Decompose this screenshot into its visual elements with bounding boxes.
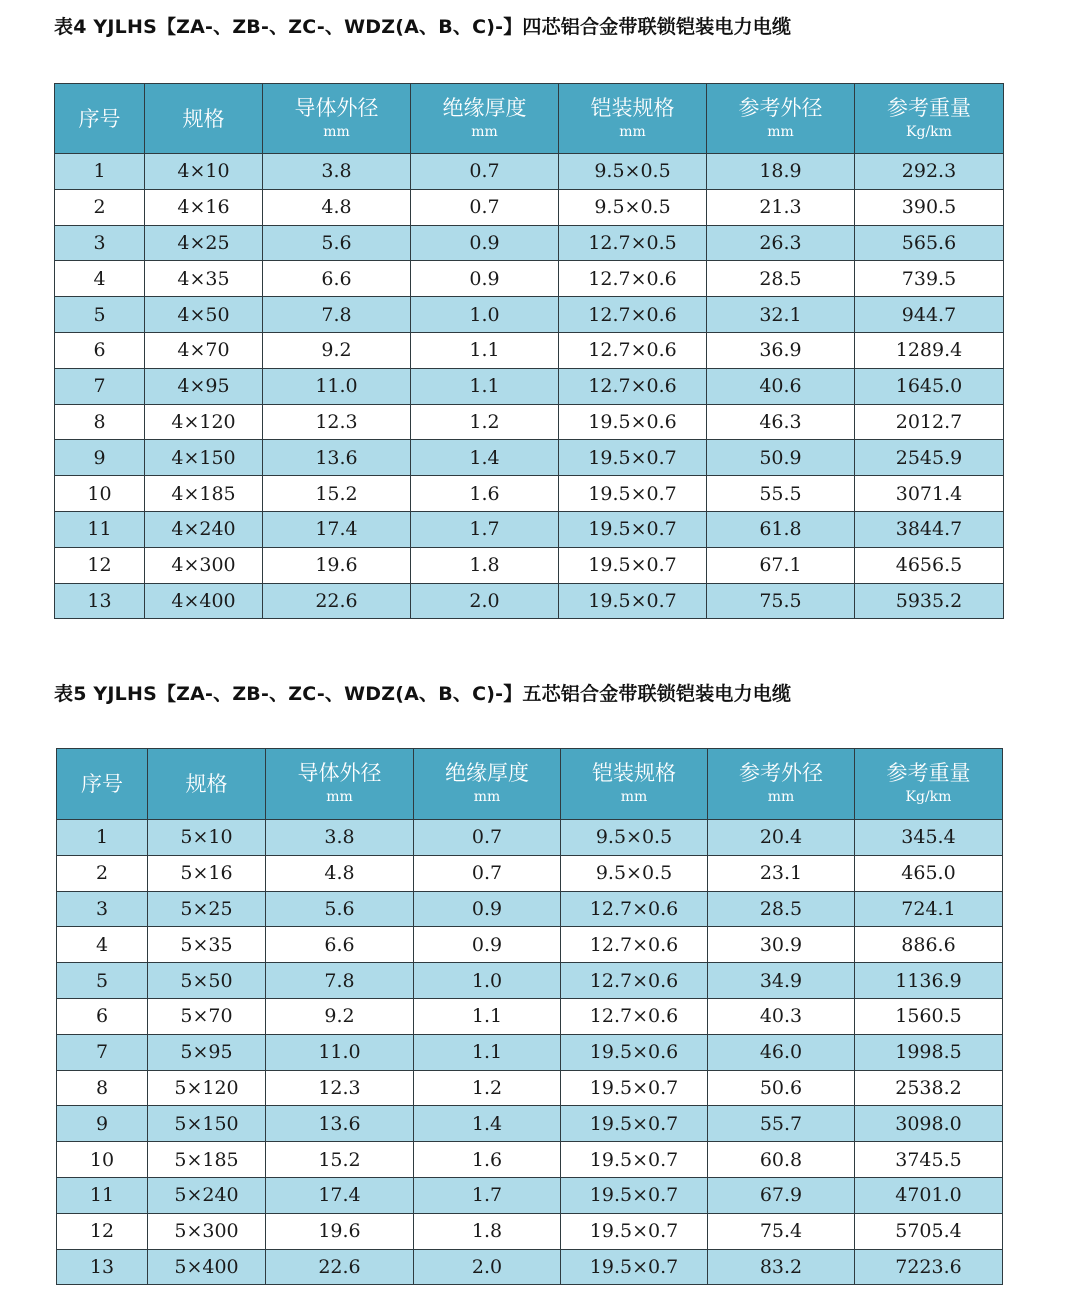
header-row <box>57 749 1003 820</box>
header-unit: mm <box>767 123 794 140</box>
cell-armor-spec: 9.5×0.5 <box>561 855 708 891</box>
cell-seq-no: 7 <box>57 1034 148 1070</box>
header-insulation-thickness <box>411 84 559 154</box>
cell-spec: 5×185 <box>148 1142 266 1178</box>
cell-conductor-diameter: 7.8 <box>266 963 414 999</box>
cell-ref-outer-diameter: 55.5 <box>707 476 855 512</box>
cell-conductor-diameter: 22.6 <box>266 1249 414 1285</box>
cell-ref-weight: 4701.0 <box>855 1177 1003 1213</box>
cell-armor-spec: 19.5×0.7 <box>561 1070 708 1106</box>
table-row <box>57 1213 1003 1249</box>
cell-armor-spec: 19.5×0.7 <box>559 547 707 583</box>
header-label: 绝缘厚度 <box>442 95 527 120</box>
cell-seq-no: 3 <box>55 225 145 261</box>
header-armor-spec <box>559 84 707 154</box>
cell-armor-spec: 19.5×0.7 <box>559 511 707 547</box>
cell-seq-no: 4 <box>55 261 145 297</box>
cell-conductor-diameter: 11.0 <box>266 1034 414 1070</box>
table-row <box>55 297 1004 333</box>
cell-ref-weight: 739.5 <box>855 261 1004 297</box>
cell-armor-spec: 19.5×0.6 <box>561 1034 708 1070</box>
cell-ref-weight: 1289.4 <box>855 332 1004 368</box>
cell-conductor-diameter: 17.4 <box>266 1177 414 1213</box>
cell-insulation-thickness: 1.1 <box>414 998 561 1034</box>
cell-conductor-diameter: 6.6 <box>263 261 411 297</box>
cell-armor-spec: 19.5×0.7 <box>561 1249 708 1285</box>
table-row <box>57 1106 1003 1142</box>
cell-conductor-diameter: 9.2 <box>263 332 411 368</box>
cell-ref-weight: 5705.4 <box>855 1213 1003 1249</box>
table-5-title: 表5 YJLHS【ZA-、ZB-、ZC-、WDZ(A、B、C)-】五芯铝合金带联锁铠装电力电缆 <box>54 683 792 705</box>
header-seq-no <box>57 749 148 820</box>
cell-ref-outer-diameter: 18.9 <box>707 154 855 190</box>
header-label: 参考外径 <box>738 95 823 120</box>
table-row <box>57 1070 1003 1106</box>
header-unit: Kg/km <box>906 123 952 140</box>
cell-ref-outer-diameter: 83.2 <box>708 1249 855 1285</box>
cell-spec: 4×400 <box>145 583 263 619</box>
cell-seq-no: 6 <box>57 998 148 1034</box>
table-row <box>55 154 1004 190</box>
cell-insulation-thickness: 0.7 <box>411 189 559 225</box>
cell-seq-no: 11 <box>55 511 145 547</box>
cell-armor-spec: 12.7×0.6 <box>561 998 708 1034</box>
cell-ref-outer-diameter: 32.1 <box>707 297 855 333</box>
cell-conductor-diameter: 12.3 <box>263 404 411 440</box>
cell-ref-weight: 1998.5 <box>855 1034 1003 1070</box>
header-unit: mm <box>620 789 648 805</box>
cell-spec: 5×150 <box>148 1106 266 1142</box>
header-label: 铠装规格 <box>590 95 675 120</box>
cell-ref-outer-diameter: 50.9 <box>707 440 855 476</box>
cell-spec: 4×10 <box>145 154 263 190</box>
table-row <box>55 368 1004 404</box>
cell-ref-outer-diameter: 40.6 <box>707 368 855 404</box>
table-row <box>57 927 1003 963</box>
header-seq-no <box>55 84 145 154</box>
cell-conductor-diameter: 5.6 <box>263 225 411 261</box>
table-row <box>55 440 1004 476</box>
cell-ref-outer-diameter: 34.9 <box>708 963 855 999</box>
cell-ref-weight: 292.3 <box>855 154 1004 190</box>
cell-conductor-diameter: 7.8 <box>263 297 411 333</box>
cell-spec: 4×25 <box>145 225 263 261</box>
cell-insulation-thickness: 0.9 <box>411 225 559 261</box>
cell-insulation-thickness: 1.6 <box>414 1142 561 1178</box>
cell-conductor-diameter: 4.8 <box>266 855 414 891</box>
cell-conductor-diameter: 17.4 <box>263 511 411 547</box>
cell-spec: 5×10 <box>148 820 266 856</box>
cell-seq-no: 12 <box>57 1213 148 1249</box>
cell-seq-no: 4 <box>57 927 148 963</box>
cell-ref-outer-diameter: 23.1 <box>708 855 855 891</box>
cell-insulation-thickness: 1.7 <box>414 1177 561 1213</box>
cell-ref-weight: 1645.0 <box>855 368 1004 404</box>
cell-armor-spec: 12.7×0.6 <box>561 963 708 999</box>
cell-armor-spec: 12.7×0.6 <box>559 297 707 333</box>
cell-seq-no: 13 <box>55 583 145 619</box>
cell-ref-weight: 390.5 <box>855 189 1004 225</box>
cell-insulation-thickness: 0.9 <box>414 927 561 963</box>
cell-insulation-thickness: 1.1 <box>411 332 559 368</box>
cell-ref-outer-diameter: 28.5 <box>708 891 855 927</box>
cell-spec: 4×35 <box>145 261 263 297</box>
table-row <box>55 225 1004 261</box>
cell-conductor-diameter: 22.6 <box>263 583 411 619</box>
cell-conductor-diameter: 13.6 <box>263 440 411 476</box>
cell-conductor-diameter: 19.6 <box>266 1213 414 1249</box>
header-label: 规格 <box>182 106 225 131</box>
cell-ref-weight: 3098.0 <box>855 1106 1003 1142</box>
cell-armor-spec: 12.7×0.6 <box>559 368 707 404</box>
table-row <box>55 547 1004 583</box>
cell-armor-spec: 19.5×0.7 <box>559 583 707 619</box>
cell-ref-weight: 565.6 <box>855 225 1004 261</box>
cell-ref-weight: 1560.5 <box>855 998 1003 1034</box>
cell-armor-spec: 19.5×0.7 <box>559 476 707 512</box>
cell-insulation-thickness: 1.0 <box>414 963 561 999</box>
cell-seq-no: 10 <box>57 1142 148 1178</box>
cell-conductor-diameter: 3.8 <box>266 820 414 856</box>
cell-ref-weight: 944.7 <box>855 297 1004 333</box>
cell-armor-spec: 19.5×0.7 <box>559 440 707 476</box>
cell-ref-weight: 2545.9 <box>855 440 1004 476</box>
table-4-title: 表4 YJLHS【ZA-、ZB-、ZC-、WDZ(A、B、C)-】四芯铝合金带联锁铠装电力电缆 <box>54 16 792 38</box>
cell-insulation-thickness: 0.7 <box>414 820 561 856</box>
cell-ref-weight: 465.0 <box>855 855 1003 891</box>
cell-spec: 5×16 <box>148 855 266 891</box>
cell-ref-weight: 1136.9 <box>855 963 1003 999</box>
header-armor-spec <box>561 749 708 820</box>
header-label: 铠装规格 <box>592 761 676 785</box>
table-row <box>57 891 1003 927</box>
cell-ref-weight: 3071.4 <box>855 476 1004 512</box>
header-spec <box>145 84 263 154</box>
cell-armor-spec: 19.5×0.6 <box>559 404 707 440</box>
cell-armor-spec: 12.7×0.5 <box>559 225 707 261</box>
cell-seq-no: 10 <box>55 476 145 512</box>
cell-insulation-thickness: 1.4 <box>414 1106 561 1142</box>
cell-spec: 5×300 <box>148 1213 266 1249</box>
cell-ref-outer-diameter: 46.3 <box>707 404 855 440</box>
header-label: 导体外径 <box>297 761 382 785</box>
cell-ref-outer-diameter: 50.6 <box>708 1070 855 1106</box>
header-ref-weight <box>855 84 1004 154</box>
cell-spec: 5×95 <box>148 1034 266 1070</box>
table-row <box>55 583 1004 619</box>
header-unit: Kg/km <box>905 789 952 805</box>
table-row <box>55 332 1004 368</box>
cell-ref-outer-diameter: 67.1 <box>707 547 855 583</box>
cell-spec: 5×400 <box>148 1249 266 1285</box>
header-label: 参考外径 <box>739 761 823 785</box>
cable-spec-table-4 <box>54 83 1004 619</box>
cell-spec: 4×50 <box>145 297 263 333</box>
cell-insulation-thickness: 1.2 <box>411 404 559 440</box>
table-row <box>55 261 1004 297</box>
cell-armor-spec: 12.7×0.6 <box>559 332 707 368</box>
cell-seq-no: 5 <box>57 963 148 999</box>
cell-spec: 4×70 <box>145 332 263 368</box>
cell-armor-spec: 9.5×0.5 <box>559 154 707 190</box>
cell-spec: 4×185 <box>145 476 263 512</box>
cell-ref-outer-diameter: 75.4 <box>708 1213 855 1249</box>
cell-seq-no: 9 <box>57 1106 148 1142</box>
cell-conductor-diameter: 15.2 <box>266 1142 414 1178</box>
cell-armor-spec: 9.5×0.5 <box>561 820 708 856</box>
header-row <box>55 84 1004 154</box>
cell-seq-no: 1 <box>57 820 148 856</box>
cell-insulation-thickness: 1.1 <box>411 368 559 404</box>
cell-ref-weight: 2012.7 <box>855 404 1004 440</box>
header-label: 规格 <box>185 772 228 796</box>
header-label: 导体外径 <box>294 95 379 120</box>
cell-conductor-diameter: 5.6 <box>266 891 414 927</box>
cell-armor-spec: 19.5×0.7 <box>561 1213 708 1249</box>
cell-ref-outer-diameter: 75.5 <box>707 583 855 619</box>
cell-ref-outer-diameter: 61.8 <box>707 511 855 547</box>
cell-armor-spec: 12.7×0.6 <box>559 261 707 297</box>
cell-armor-spec: 19.5×0.7 <box>561 1106 708 1142</box>
cell-ref-outer-diameter: 67.9 <box>708 1177 855 1213</box>
cell-seq-no: 11 <box>57 1177 148 1213</box>
header-conductor-diameter <box>266 749 414 820</box>
cell-seq-no: 8 <box>55 404 145 440</box>
table-row <box>55 404 1004 440</box>
table-row <box>55 511 1004 547</box>
cell-conductor-diameter: 4.8 <box>263 189 411 225</box>
cell-insulation-thickness: 0.7 <box>414 855 561 891</box>
header-unit: mm <box>323 123 350 140</box>
header-unit: mm <box>619 123 646 140</box>
cell-seq-no: 1 <box>55 154 145 190</box>
cell-ref-outer-diameter: 40.3 <box>708 998 855 1034</box>
cell-insulation-thickness: 1.7 <box>411 511 559 547</box>
cell-spec: 5×240 <box>148 1177 266 1213</box>
header-label: 参考重量 <box>886 761 971 785</box>
table-row <box>57 1142 1003 1178</box>
cell-conductor-diameter: 6.6 <box>266 927 414 963</box>
cell-ref-weight: 724.1 <box>855 891 1003 927</box>
cell-seq-no: 8 <box>57 1070 148 1106</box>
cell-armor-spec: 12.7×0.6 <box>561 891 708 927</box>
table-row <box>57 1249 1003 1285</box>
cell-ref-outer-diameter: 36.9 <box>707 332 855 368</box>
cell-conductor-diameter: 3.8 <box>263 154 411 190</box>
cell-ref-outer-diameter: 20.4 <box>708 820 855 856</box>
cell-insulation-thickness: 1.0 <box>411 297 559 333</box>
cell-armor-spec: 19.5×0.7 <box>561 1142 708 1178</box>
cell-ref-outer-diameter: 46.0 <box>708 1034 855 1070</box>
cell-ref-weight: 886.6 <box>855 927 1003 963</box>
cell-spec: 5×35 <box>148 927 266 963</box>
cell-seq-no: 9 <box>55 440 145 476</box>
cell-insulation-thickness: 1.8 <box>414 1213 561 1249</box>
header-unit: mm <box>473 789 501 805</box>
cell-ref-outer-diameter: 28.5 <box>707 261 855 297</box>
cell-insulation-thickness: 1.6 <box>411 476 559 512</box>
cell-ref-outer-diameter: 55.7 <box>708 1106 855 1142</box>
cell-ref-weight: 3745.5 <box>855 1142 1003 1178</box>
cell-insulation-thickness: 1.8 <box>411 547 559 583</box>
cell-insulation-thickness: 0.9 <box>411 261 559 297</box>
cell-spec: 5×120 <box>148 1070 266 1106</box>
cell-seq-no: 5 <box>55 297 145 333</box>
cell-spec: 4×16 <box>145 189 263 225</box>
cell-insulation-thickness: 2.0 <box>414 1249 561 1285</box>
cell-ref-outer-diameter: 26.3 <box>707 225 855 261</box>
cell-seq-no: 2 <box>55 189 145 225</box>
cell-armor-spec: 19.5×0.7 <box>561 1177 708 1213</box>
cell-seq-no: 2 <box>57 855 148 891</box>
cell-ref-weight: 345.4 <box>855 820 1003 856</box>
cell-ref-outer-diameter: 60.8 <box>708 1142 855 1178</box>
cell-insulation-thickness: 1.2 <box>414 1070 561 1106</box>
cell-seq-no: 3 <box>57 891 148 927</box>
header-spec <box>148 749 266 820</box>
cell-armor-spec: 9.5×0.5 <box>559 189 707 225</box>
cell-ref-outer-diameter: 21.3 <box>707 189 855 225</box>
cell-ref-weight: 4656.5 <box>855 547 1004 583</box>
cell-conductor-diameter: 9.2 <box>266 998 414 1034</box>
header-ref-weight <box>855 749 1003 820</box>
cell-seq-no: 13 <box>57 1249 148 1285</box>
table-row <box>57 855 1003 891</box>
header-label: 序号 <box>78 106 121 131</box>
cable-spec-table-5 <box>56 748 1003 1285</box>
header-ref-outer-diameter <box>708 749 855 820</box>
table-row <box>55 476 1004 512</box>
cell-spec: 5×50 <box>148 963 266 999</box>
cell-ref-weight: 3844.7 <box>855 511 1004 547</box>
cell-insulation-thickness: 0.9 <box>414 891 561 927</box>
cell-insulation-thickness: 1.1 <box>414 1034 561 1070</box>
cell-insulation-thickness: 1.4 <box>411 440 559 476</box>
cell-conductor-diameter: 19.6 <box>263 547 411 583</box>
cell-insulation-thickness: 0.7 <box>411 154 559 190</box>
table-row <box>57 1177 1003 1213</box>
cell-ref-weight: 5935.2 <box>855 583 1004 619</box>
cell-spec: 4×120 <box>145 404 263 440</box>
cell-conductor-diameter: 13.6 <box>266 1106 414 1142</box>
table-row <box>57 963 1003 999</box>
cell-ref-weight: 2538.2 <box>855 1070 1003 1106</box>
cell-spec: 4×300 <box>145 547 263 583</box>
header-unit: mm <box>471 123 498 140</box>
cell-conductor-diameter: 12.3 <box>266 1070 414 1106</box>
header-label: 序号 <box>81 772 123 796</box>
header-ref-outer-diameter <box>707 84 855 154</box>
table-row <box>57 1034 1003 1070</box>
cell-seq-no: 7 <box>55 368 145 404</box>
header-unit: mm <box>767 789 795 805</box>
cell-spec: 5×70 <box>148 998 266 1034</box>
header-label: 参考重量 <box>887 95 971 120</box>
header-insulation-thickness <box>414 749 561 820</box>
cell-seq-no: 6 <box>55 332 145 368</box>
cell-ref-outer-diameter: 30.9 <box>708 927 855 963</box>
cell-spec: 5×25 <box>148 891 266 927</box>
table-row <box>57 820 1003 856</box>
table-row <box>57 998 1003 1034</box>
header-unit: mm <box>326 789 353 805</box>
cell-ref-weight: 7223.6 <box>855 1249 1003 1285</box>
cell-spec: 4×95 <box>145 368 263 404</box>
cell-conductor-diameter: 15.2 <box>263 476 411 512</box>
cell-armor-spec: 12.7×0.6 <box>561 927 708 963</box>
cell-conductor-diameter: 11.0 <box>263 368 411 404</box>
cell-seq-no: 12 <box>55 547 145 583</box>
header-label: 绝缘厚度 <box>445 761 529 785</box>
cell-spec: 4×240 <box>145 511 263 547</box>
header-conductor-diameter <box>263 84 411 154</box>
cell-insulation-thickness: 2.0 <box>411 583 559 619</box>
cell-spec: 4×150 <box>145 440 263 476</box>
table-row <box>55 189 1004 225</box>
